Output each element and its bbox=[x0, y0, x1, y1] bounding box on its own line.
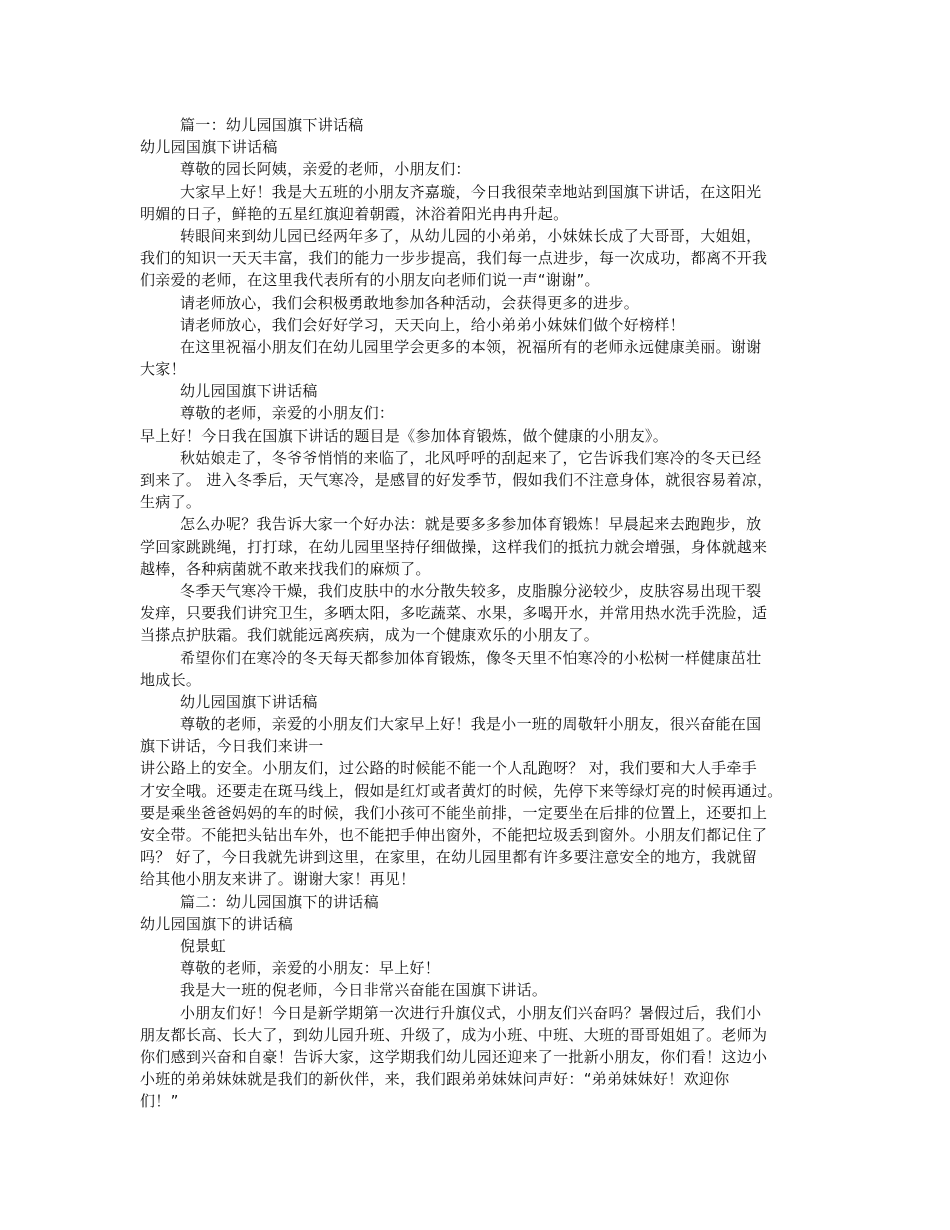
text-line: 学回家跳跳绳，打打球，在幼儿园里坚持仔细做操，这样我们的抵抗力就会增强，身体就越来 bbox=[140, 537, 768, 556]
text-line: 在这里祝福小朋友们在幼儿园里学会更多的本领，祝福所有的老师永远健康美丽。谢谢 bbox=[180, 337, 762, 356]
text-line: 你们感到兴奋和自豪！告诉大家，这学期我们幼儿园还迎来了一批新小朋友，你们看！这边小 bbox=[140, 1047, 768, 1066]
text-line: 转眼间来到幼儿园已经两年多了，从幼儿园的小弟弟，小妹妹长成了大哥哥，大姐姐， bbox=[180, 226, 762, 245]
text-line: 秋姑娘走了，冬爷爷悄悄的来临了，北风呼呼的刮起来了，它告诉我们寒冷的冬天已经 bbox=[180, 448, 762, 467]
document-body bbox=[140, 114, 820, 1112]
text-line: 大家！ bbox=[140, 360, 186, 379]
text-line: 旗下讲话，今日我们来讲一 bbox=[140, 737, 324, 756]
text-line: 篇一：幼儿园国旗下讲话稿 bbox=[180, 116, 364, 134]
text-line: 篇二：幼儿园国旗下的讲话稿 bbox=[180, 892, 379, 911]
text-line: 冬季天气寒冷干燥，我们皮肤中的水分散失较多，皮脂腺分泌较少，皮肤容易出现干裂 bbox=[180, 581, 762, 600]
text-line: 尊敬的园长阿姨，亲爱的老师，小朋友们： bbox=[180, 160, 471, 179]
text-line: 幼儿园国旗下讲话稿 bbox=[180, 692, 318, 711]
text-line: 们亲爱的老师，在这里我代表所有的小朋友向老师们说一声“谢谢”。 bbox=[140, 271, 600, 290]
text-line: 生病了。 bbox=[140, 493, 202, 512]
text-line: 们！” bbox=[140, 1092, 179, 1111]
text-line: 当搽点护肤霜。我们就能远离疾病，成为一个健康欢乐的小朋友了。 bbox=[140, 626, 600, 645]
text-line: 到来了。 进入冬季后，天气寒冷，是感冒的好发季节，假如我们不注意身体，就很容易着凉， bbox=[140, 471, 773, 489]
text-line: 地成长。 bbox=[140, 670, 202, 689]
text-line: 朋友都长高、长大了，到幼儿园升班、升级了，成为小班、中班、大班的哥哥姐姐了。老师为 bbox=[140, 1025, 768, 1044]
text-line: 怎么办呢？我告诉大家一个好办法：就是要多多参加体育锻炼！早晨起来去跑跑步，放 bbox=[180, 515, 762, 534]
text-line: 小朋友们好！今日是新学期第一次进行升旗仪式，小朋友们兴奋吗？暑假过后，我们小 bbox=[180, 1003, 762, 1022]
text-line: 希望你们在寒冷的冬天每天都参加体育锻炼，像冬天里不怕寒冷的小松树一样健康茁壮 bbox=[180, 648, 762, 667]
text-line: 才安全哦。还要走在斑马线上，假如是红灯或者黄灯的时候，先停下来等绿灯亮的时候再通过。 bbox=[140, 781, 783, 800]
text-line: 发痒，只要我们讲究卫生，多晒太阳，多吃蔬菜、水果，多喝开水，并常用热水洗手洗脸，适 bbox=[140, 604, 768, 623]
text-line: 请老师放心，我们会积极勇敢地参加各种活动，会获得更多的进步。 bbox=[180, 293, 640, 312]
text-line: 吗？ 好了，今日我就先讲到这里，在家里，在幼儿园里都有许多要注意安全的地方，我就留 bbox=[140, 848, 758, 867]
text-line: 幼儿园国旗下讲话稿 bbox=[180, 382, 318, 401]
text-line: 尊敬的老师，亲爱的小朋友们大家早上好！我是小一班的周敬轩小朋友，很兴奋能在国 bbox=[180, 715, 762, 734]
text-line: 尊敬的老师，亲爱的小朋友们： bbox=[180, 404, 395, 423]
text-line: 请老师放心，我们会好好学习，天天向上，给小弟弟小妹妹们做个好榜样！ bbox=[180, 315, 685, 334]
text-line: 安全带。不能把头钻出车外，也不能把手伸出窗外，不能把垃圾丢到窗外。小朋友们都记住了 bbox=[140, 826, 768, 844]
text-line: 要是乘坐爸爸妈妈的车的时候，我们小孩可不能坐前排，一定要坐在后排的位置上，还要扣上 bbox=[140, 803, 768, 822]
text-line: 幼儿园国旗下讲话稿 bbox=[140, 138, 278, 157]
text-line: 幼儿园国旗下的讲话稿 bbox=[140, 914, 294, 933]
text-line: 倪景虹 bbox=[180, 936, 226, 955]
text-line: 给其他小朋友来讲了。谢谢大家！再见！ bbox=[140, 870, 416, 889]
text-line: 我是大一班的倪老师，今日非常兴奋能在国旗下讲话。 bbox=[180, 981, 548, 1000]
text-line: 越棒，各种病菌就不敢来找我们的麻烦了。 bbox=[140, 559, 431, 578]
text-line: 大家早上好！我是大五班的小朋友齐嘉璇，今日我很荣幸地站到国旗下讲话，在这阳光 bbox=[180, 182, 762, 201]
text-line: 讲公路上的安全。小朋友们，过公路的时候能不能一个人乱跑呀？ 对，我们要和大人手牵手 bbox=[140, 759, 758, 778]
text-line: 早上好！今日我在国旗下讲话的题目是《参加体育锻炼，做个健康的小朋友》。 bbox=[140, 426, 669, 445]
text-line: 我们的知识一天天丰富，我们的能力一步步提高，我们每一点进步，每一次成功，都离不开我 bbox=[140, 249, 768, 268]
text-line: 明媚的日子，鲜艳的五星红旗迎着朝霞，沐浴着阳光冉冉升起。 bbox=[140, 204, 569, 223]
text-line: 尊敬的老师，亲爱的小朋友：早上好！ bbox=[180, 959, 441, 978]
text-line: 小班的弟弟妹妹就是我们的新伙伴，来，我们跟弟弟妹妹问声好：“弟弟妹妹好！欢迎你 bbox=[140, 1070, 730, 1089]
